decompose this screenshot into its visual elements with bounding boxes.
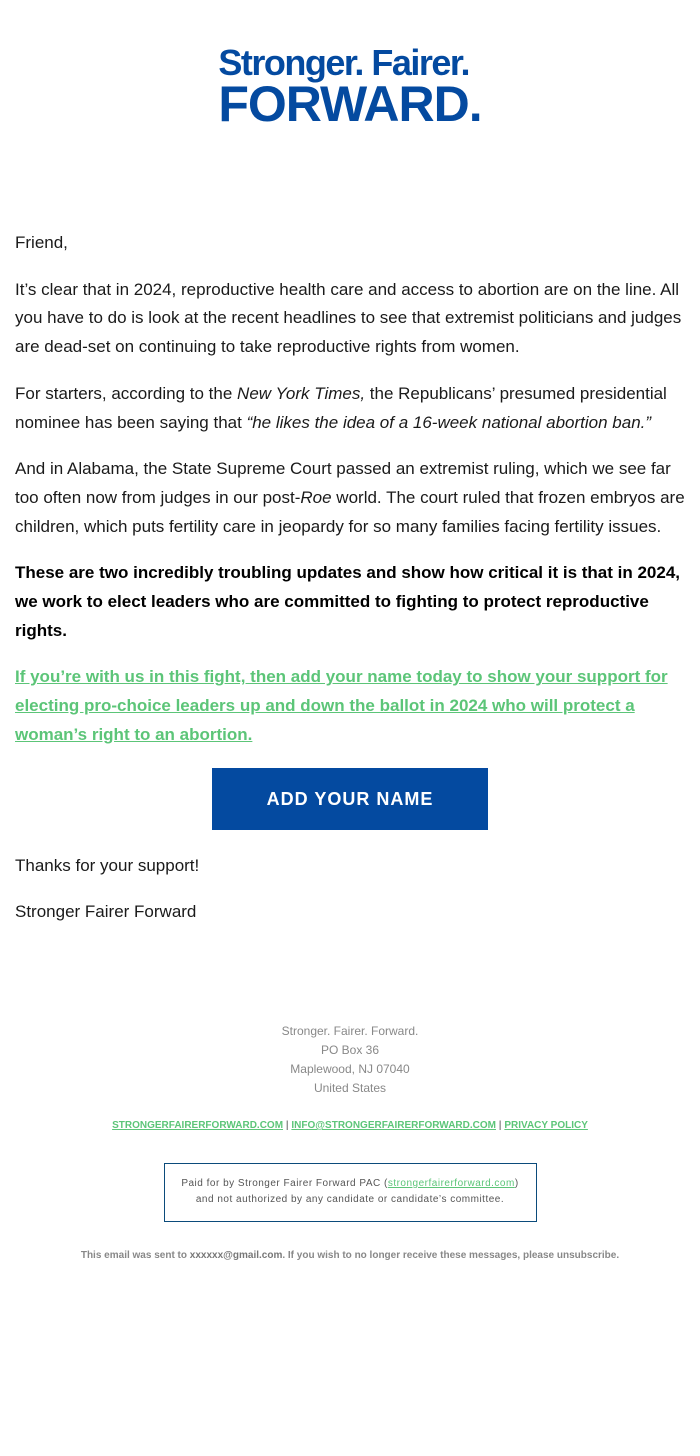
quote: “he likes the idea of a 16-week national abortion ban.” xyxy=(246,412,652,432)
email-body xyxy=(0,229,700,927)
footer-address-line1: PO Box 36 xyxy=(320,1042,380,1057)
paragraph-cta xyxy=(15,663,685,749)
logo-word-fairer: Fairer. xyxy=(371,42,469,83)
logo xyxy=(0,0,700,157)
paid-for-disclaimer: Paid for by Stronger Fairer Forward PAC (strongerfairerforward.com) and not authorized by any candidate or candidate’s committee. xyxy=(164,1163,537,1222)
add-your-name-button[interactable]: ADD YOUR NAME xyxy=(212,768,488,830)
thanks-text: Thanks for your support! xyxy=(15,855,200,875)
footer xyxy=(0,1022,700,1265)
privacy-policy-link[interactable]: PRIVACY POLICY xyxy=(504,1119,588,1131)
site-link[interactable]: STRONGERFAIRERFORWARD.COM xyxy=(112,1119,284,1131)
logo-word-stronger: Stronger. xyxy=(218,42,363,83)
greeting: Friend, xyxy=(15,233,68,252)
paragraph-intro: It’s clear that in 2024, reproductive health care and access to abortion are on the line. All you have to do is look at the recent headlines to see that extremist politicians and judges are dead-set on continuing to take reproductive rights from women. xyxy=(15,279,682,357)
unsubscribe-notice: This email was sent to xxxxxx@gmail.com. If you wish to no longer receive these messages, please unsubscribe. xyxy=(80,1249,620,1261)
footer-address-line2: Maplewood, NJ 07040 xyxy=(290,1061,410,1076)
paragraph-nyt: For starters, according to the New York Times, the Republicans’ presumed presidential nominee has been saying that “he likes the idea of a 16-week national abortion ban.” xyxy=(15,383,667,432)
source-name: New York Times, xyxy=(237,383,366,403)
footer-links: STRONGERFAIRERFORWARD.COM | INFO@STRONGERFAIRERFORWARD.COM | PRIVACY POLICY xyxy=(112,1119,588,1131)
logo-word-forward: FORWARD. xyxy=(218,76,482,132)
footer-org: Stronger. Fairer. Forward. xyxy=(281,1023,419,1038)
signature: Stronger Fairer Forward xyxy=(15,902,197,922)
pac-site-link[interactable]: strongerfairerforward.com xyxy=(387,1177,515,1189)
paragraph-emphasis: These are two incredibly troubling updates and show how critical it is that in 2024, we work to elect leaders who are committed to fighting to protect reproductive rights. xyxy=(15,563,681,640)
email-link[interactable]: INFO@STRONGERFAIRERFORWARD.COM xyxy=(291,1119,496,1131)
footer-country: United States xyxy=(313,1080,387,1095)
paragraph-alabama: And in Alabama, the State Supreme Court passed an extremist ruling, which we see far too often now from judges in our post-Roe world. The court ruled that frozen embryos are children, which puts fertility care in jeopardy for so many families facing fertility issues. xyxy=(15,459,685,536)
recipient-email: xxxxxx@gmail.com xyxy=(189,1249,283,1261)
cta-link[interactable]: If you’re with us in this fight, then add your name today to show your support for electing pro-choice leaders up and down the ballot in 2024 who will protect a woman’s right to an abortion. xyxy=(15,667,668,744)
